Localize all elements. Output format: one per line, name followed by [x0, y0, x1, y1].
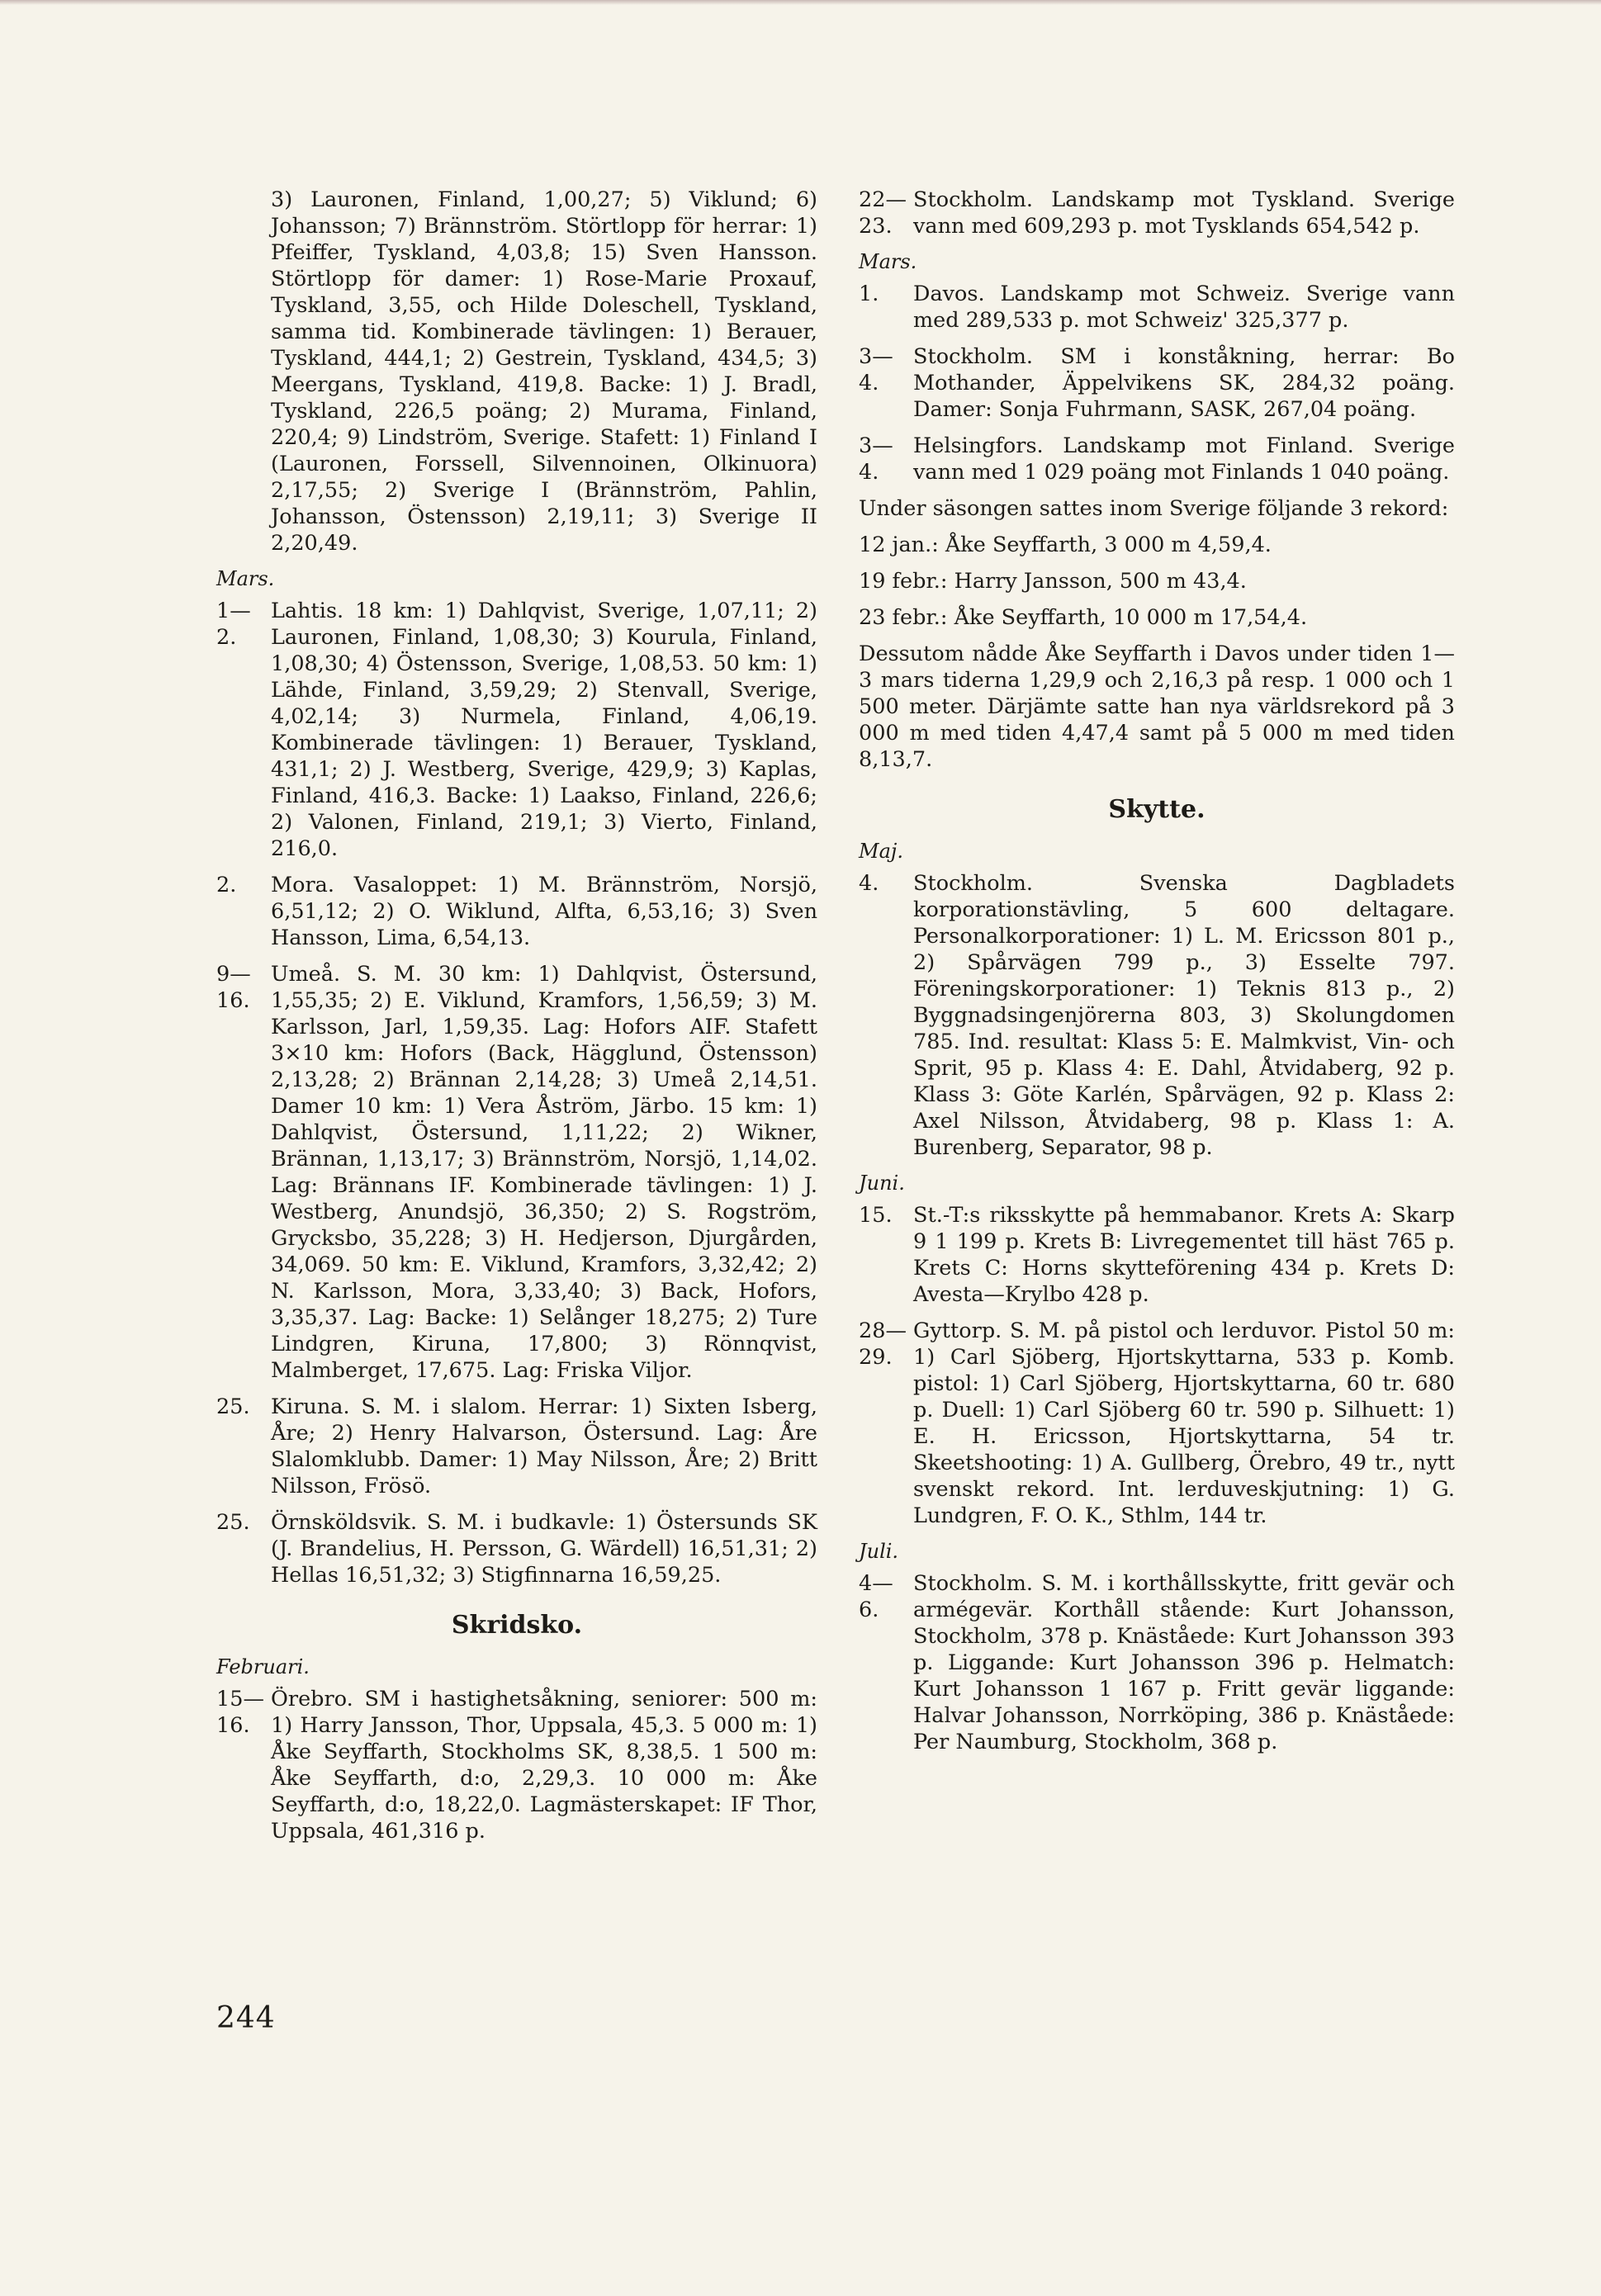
entry-date: 9—16. [216, 962, 251, 1013]
month-heading: Juli. [859, 1540, 899, 1563]
entry-text: Under säsongen sattes inom Sverige följande 3 rekord: [859, 496, 1449, 521]
entry-text: Mora. Vasaloppet: 1) M. Brännström, Norsjö, 6,51,12; 2) O. Wiklund, Alfta, 6,53,16; 3) Sven Hansson, Lima, 6,54,13. [271, 873, 817, 950]
section-title: Skridsko. [451, 1611, 583, 1640]
entry-date: 25. [216, 1510, 250, 1535]
entry-date: 15—16. [216, 1687, 264, 1738]
page-top-edge [0, 0, 1601, 5]
result-entry [216, 872, 817, 951]
entry-text: Stockholm. S. M. i korthållsskytte, fritt gevär och armégevär. Korthåll stående: Kurt Johansson, Stockholm, 378 p. Knäståede: Kurt Johansson 393 p. Liggande: Kurt Johansson 396 p. Helmatch: Kurt Johansson 1 167 p. Fritt gevär liggande: Halvar Johansson, Norrköping, 386 p. Knäståede: Per Naumburg, Stockholm, 368 p. [913, 1571, 1455, 1754]
result-entry [216, 961, 817, 1384]
entry-text: Kiruna. S. M. i slalom. Herrar: 1) Sixten Isberg, Åre; 2) Henry Halvarson, Östersund. Lag: Åre Slalomklubb. Damer: 1) May Nilsson, Åre; 2) Britt Nilsson, Frösö. [271, 1394, 817, 1498]
section-title: Skytte. [1108, 795, 1205, 824]
entry-date: 22—23. [859, 187, 907, 239]
entry-date: 25. [216, 1394, 250, 1419]
left-column [216, 187, 817, 1854]
result-entry [859, 281, 1455, 334]
result-entry [859, 187, 1455, 239]
entry-date: 1. [859, 282, 879, 306]
result-entry [859, 343, 1455, 423]
result-entry [216, 1394, 817, 1499]
entry-date: 2. [216, 873, 237, 897]
entry-text: Helsingfors. Landskamp mot Finland. Sverige vann med 1 029 poäng mot Finlands 1 040 poäng. [913, 433, 1455, 485]
month-heading: Mars. [859, 250, 917, 273]
entry-text: 19 febr.: Harry Jansson, 500 m 43,4. [859, 569, 1247, 594]
month-heading: Februari. [216, 1655, 310, 1678]
entry-text: Stockholm. Landskamp mot Tyskland. Sverige vann med 609,293 p. mot Tysklands 654,542 p. [913, 187, 1455, 239]
entry-text: Stockholm. Svenska Dagbladets korporationstävling, 5 600 deltagare. Personalkorporationer: 1) L. M. Ericsson 801 p., 2) Spårvägen 799 p., 3) Esselte 797. Föreningskorporationer: 1) Teknis 813 p., 2) Byggnadsingenjörerna 803, 3) Skolungdomen 785. Ind. resultat: Klass 5: E. Malmkvist, Vin- och Sprit, 95 p. Klass 4: E. Dahl, Åtvidaberg, 92 p. Klass 3: Göte Karlén, Spårvägen, 92 p. Klass 2: Axel Nilsson, Åtvidaberg, 98 p. Klass 1: A. Burenberg, Separator, 98 p. [913, 871, 1455, 1160]
result-entry [216, 1509, 817, 1588]
text-paragraph [859, 568, 1455, 594]
entry-text: 12 jan.: Åke Seyffarth, 3 000 m 4,59,4. [859, 533, 1272, 557]
entry-date: 3—4. [859, 344, 893, 395]
page-number: 244 [216, 2001, 276, 2035]
entry-text: Davos. Landskamp mot Schweiz. Sverige vann med 289,533 p. mot Schweiz' 325,377 p. [913, 282, 1455, 333]
entry-date: 1—2. [216, 599, 251, 650]
result-entry [216, 1686, 817, 1844]
text-paragraph [859, 641, 1455, 773]
result-entry [859, 870, 1455, 1161]
entry-text: Gyttorp. S. M. på pistol och lerduvor. Pistol 50 m: 1) Carl Sjöberg, Hjortskyttarna, 533 p. Komb. pistol: 1) Carl Sjöberg, Hjortskyttarna, 60 tr. 680 p. Duell: 1) Carl Sjöberg 60 tr. 590 p. Silhuett: 1) E. H. Ericsson, Hjortskyttarna, 54 tr. Skeetshooting: 1) A. Gullberg, Örebro, 49 tr., nytt svenskt rekord. Int. lerduveskjutning: 1) G. Lundgren, F. O. K., Sthlm, 144 tr. [913, 1318, 1455, 1528]
entry-date: 15. [859, 1203, 893, 1228]
entry-text: Örnsköldsvik. S. M. i budkavle: 1) Östersunds SK (J. Brandelius, H. Persson, G. Wärdell) 16,51,31; 2) Hellas 16,51,32; 3) Stigfinnarna 16,59,25. [271, 1510, 817, 1588]
month-heading: Maj. [859, 840, 903, 863]
entry-text: Örebro. SM i hastighetsåkning, seniorer: 500 m: 1) Harry Jansson, Thor, Uppsala, 45,3. 5 000 m: 1) Åke Seyffarth, Stockholms SK, 8,38,5. 1 500 m: Åke Seyffarth, d:o, 2,29,3. 10 000 m: Åke Seyffarth, d:o, 18,22,0. Lagmästerskapet: IF Thor, Uppsala, 461,316 p. [271, 1687, 817, 1844]
entry-text: Dessutom nådde Åke Seyffarth i Davos under tiden 1—3 mars tiderna 1,29,9 och 2,16,3 på resp. 1 000 och 1 500 meter. Därjämte satte han nya världsrekord på 3 000 m med tiden 4,47,4 samt på 5 000 m med tiden 8,13,7. [859, 641, 1455, 772]
entry-date: 28—29. [859, 1318, 907, 1370]
text-paragraph [859, 495, 1455, 522]
entry-date: 4. [859, 871, 879, 896]
text-paragraph [859, 604, 1455, 631]
right-column [859, 187, 1455, 1765]
text-paragraph [859, 532, 1455, 558]
result-entry [859, 1318, 1455, 1529]
result-entry [859, 433, 1455, 485]
result-entry [859, 1202, 1455, 1308]
month-heading: Juni. [859, 1172, 905, 1195]
entry-text: 23 febr.: Åke Seyffarth, 10 000 m 17,54,4. [859, 605, 1308, 630]
result-entry [216, 187, 817, 556]
result-entry [859, 1570, 1455, 1755]
entry-date: 3—4. [859, 433, 893, 485]
entry-text: St.-T:s riksskytte på hemmabanor. Krets A: Skarp 9 1 199 p. Krets B: Livregementet till häst 765 p. Krets C: Horns skytteförening 434 p. Krets D: Avesta—Krylbo 428 p. [913, 1203, 1455, 1307]
entry-text: Umeå. S. M. 30 km: 1) Dahlqvist, Östersund, 1,55,35; 2) E. Viklund, Kramfors, 1,56,59; 3) M. Karlsson, Jarl, 1,59,35. Lag: Hofors AIF. Stafett 3×10 km: Hofors (Back, Hägglund, Östensson) 2,13,28; 2) Brännan 2,14,28; 3) Umeå 2,14,51. Damer 10 km: 1) Vera Åström, Järbo. 15 km: 1) Dahlqvist, Östersund, 1,11,22; 2) Wikner, Brännan, 1,13,17; 3) Brännström, Norsjö, 1,14,02. Lag: Brännans IF. Kombinerade tävlingen: 1) J. Westberg, Anundsjö, 36,350; 2) S. Rogström, Grycksbo, 35,228; 3) H. Hedjerson, Djurgården, 34,069. 50 km: E. Viklund, Kramfors, 3,32,42; 2) N. Karlsson, Mora, 3,33,40; 3) Back, Hofors, 3,35,37. Lag: Backe: 1) Selånger 18,275; 2) Ture Lindgren, Kiruna, 17,800; 3) Rönnqvist, Malmberget, 17,675. Lag: Friska Viljor. [271, 962, 817, 1383]
entry-date: 4—6. [859, 1571, 893, 1622]
month-heading: Mars. [216, 567, 275, 590]
result-entry [216, 598, 817, 862]
entry-text: Stockholm. SM i konståkning, herrar: Bo Mothander, Äppelvikens SK, 284,32 poäng. Damer: Sonja Fuhrmann, SASK, 267,04 poäng. [913, 344, 1455, 422]
entry-text: Lahtis. 18 km: 1) Dahlqvist, Sverige, 1,07,11; 2) Lauronen, Finland, 1,08,30; 3) Kourula, Finland, 1,08,30; 4) Östensson, Sverige, 1,08,53. 50 km: 1) Lähde, Finland, 3,59,29; 2) Stenvall, Sverige, 4,02,14; 3) Nurmela, Finland, 4,06,19. Kombinerade tävlingen: 1) Berauer, Tyskland, 431,1; 2) J. Westberg, Sverige, 429,9; 3) Kaplas, Finland, 416,3. Backe: 1) Laakso, Finland, 226,6; 2) Valonen, Finland, 219,1; 3) Vierto, Finland, 216,0. [271, 599, 817, 861]
entry-text: 3) Lauronen, Finland, 1,00,27; 5) Viklund; 6) Johansson; 7) Brännström. Störtlopp för herrar: 1) Pfeiffer, Tyskland, 4,03,8; 15) Sven Hansson. Störtlopp för damer: 1) Rose-Marie Proxauf, Tyskland, 3,55, och Hilde Doleschell, Tyskland, samma tid. Kombinerade tävlingen: 1) Berauer, Tyskland, 444,1; 2) Gestrein, Tyskland, 434,5; 3) Meergans, Tyskland, 419,8. Backe: 1) J. Bradl, Tyskland, 226,5 poäng; 2) Murama, Finland, 220,4; 9) Lindström, Sverige. Stafett: 1) Finland I (Lauronen, Forssell, Silvennoinen, Olkinuora) 2,17,55; 2) Sverige I (Brännström, Pahlin, Johansson, Östensson) 2,19,11; 3) Sverige II 2,20,49. [271, 187, 817, 556]
